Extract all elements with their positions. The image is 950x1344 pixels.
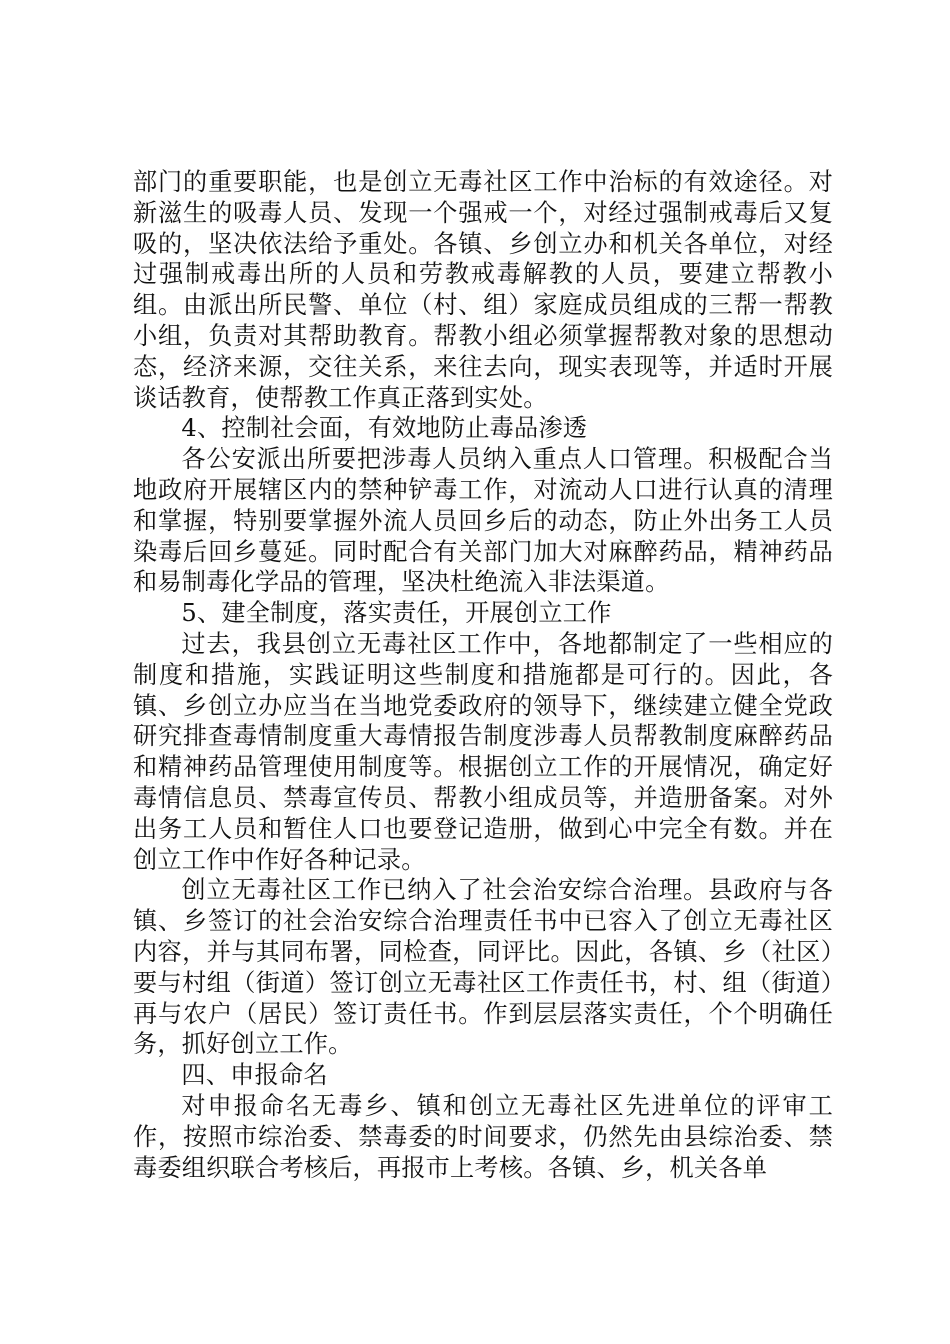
section-heading-5: 5、建全制度，落实责任，开展创立工作 [181, 599, 612, 628]
paragraph-continued: 部门的重要职能，也是创立无毒社区工作中治标的有效途径。对新滋生的吸毒人员、发现一个强戒一个，对经过强制戒毒后又复吸的，坚决依法给予重处。各镇、乡创立办和机关各单位，对经过强制戒毒出所的人员和劳教戒毒解教的人员，要建立帮教小组。由派出所民警、单位（村、组）家庭成员组成的三帮一帮教小组，负责对其帮助教育。帮教小组必须掌握帮教对象的思想动态，经济来源，交往关系，来往去向，现实表现等，并适时开展谈话教育，使帮教工作真正落到实处。 [133, 168, 833, 412]
paragraph: 对申报命名无毒乡、镇和创立无毒社区先进单位的评审工作，按照市综治委、禁毒委的时间要求，仍然先由县综治委、禁毒委组织联合考核后，再报市上考核。各镇、乡，机关各单 [133, 1091, 833, 1182]
paragraph: 各公安派出所要把涉毒人员纳入重点人口管理。积极配合当地政府开展辖区内的禁种铲毒工作，对流动人口进行认真的清理和掌握，特别要掌握外流人员回乡后的动态，防止外出务工人员染毒后回乡蔓延。同时配合有关部门加大对麻醉药品，精神药品和易制毒化学品的管理，坚决杜绝流入非法渠道。 [133, 445, 833, 597]
paragraph: 创立无毒社区工作已纳入了社会治安综合治理。县政府与各镇、乡签订的社会治安综合治理责任书中已容入了创立无毒社区内容，并与其同布署，同检查，同评比。因此，各镇、乡（社区）要与村组（街道）签订创立无毒社区工作责任书，村、组（街道）再与农户（居民）签订责任书。作到层层落实责任，个个明确任务，抓好创立工作。 [133, 876, 833, 1059]
paragraph: 过去，我县创立无毒社区工作中，各地都制定了一些相应的制度和措施，实践证明这些制度和措施都是可行的。因此，各镇、乡创立办应当在当地党委政府的领导下，继续建立健全党政研究排查毒情制度重大毒情报告制度涉毒人员帮教制度麻醉药品和精神药品管理使用制度等。根据创立工作的开展情况，确定好毒情信息员、禁毒宣传员、帮教小组成员等，并造册备案。对外出务工人员和暂住人口也要登记造册，做到心中完全有数。并在创立工作中作好各种记录。 [133, 629, 833, 874]
document-body [133, 167, 833, 1183]
section-heading-4: 4、控制社会面，有效地防止毒品渗透 [181, 414, 588, 443]
section-heading-four: 四、申报命名 [181, 1061, 328, 1090]
